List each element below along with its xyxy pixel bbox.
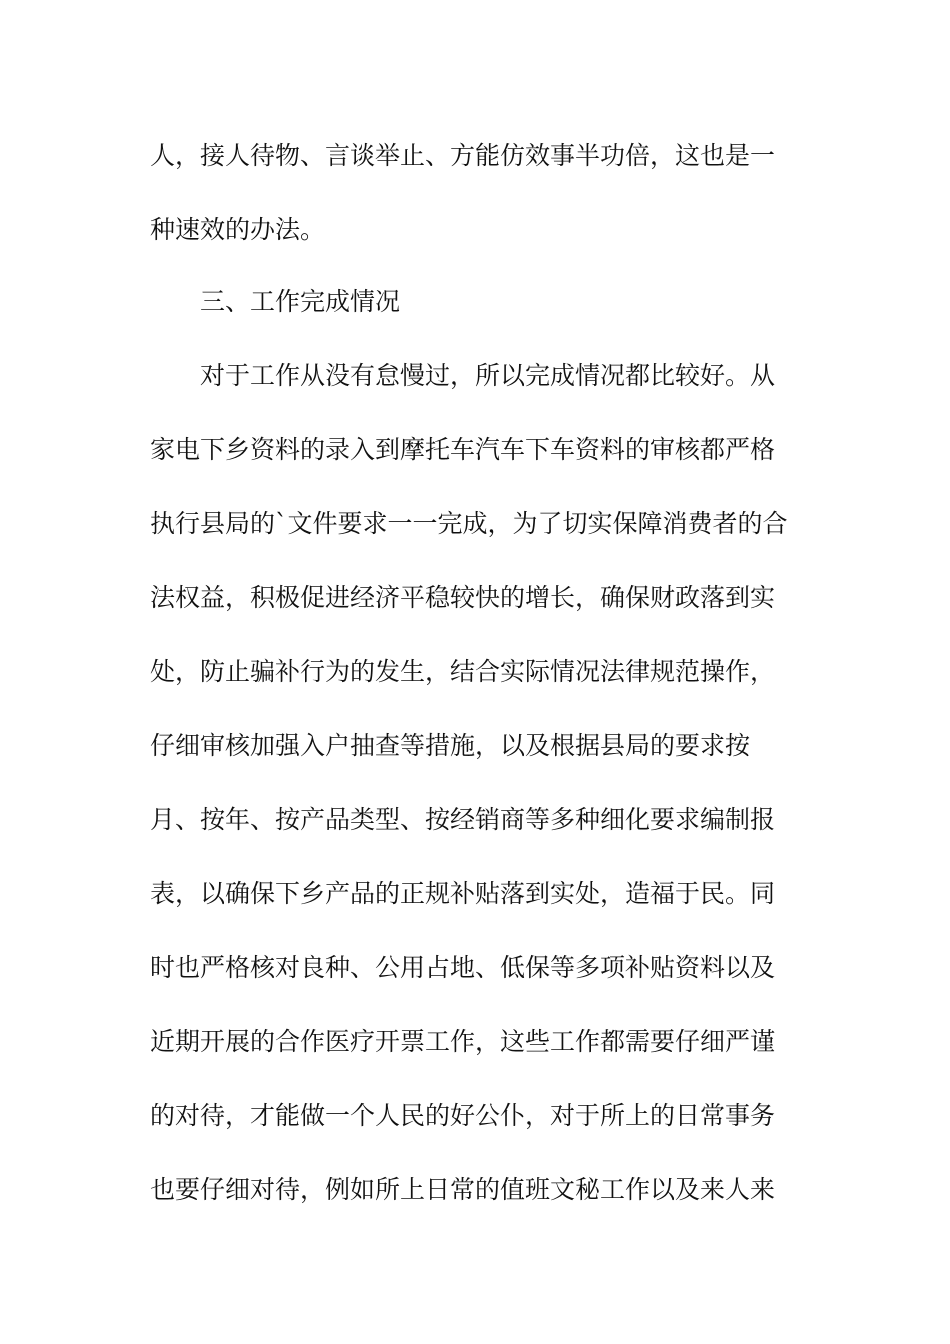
paragraph-line: 月、按年、按产品类型、按经销商等多种细化要求编制报 — [150, 805, 776, 834]
paragraph-line: 近期开展的合作医疗开票工作，这些工作都需要仔细严谨 — [150, 1027, 776, 1056]
paragraph-line: 种速效的办法。 — [150, 215, 326, 244]
paragraph-line: 法权益，积极促进经济平稳较快的增长，确保财政落到实 — [150, 583, 776, 612]
paragraph-line: 处，防止骗补行为的发生，结合实际情况法律规范操作， — [150, 657, 776, 686]
paragraph-line: 时也严格核对良种、公用占地、低保等多项补贴资料以及 — [150, 953, 776, 982]
paragraph-line: 人，接人待物、言谈举止、方能仿效事半功倍，这也是一 — [150, 141, 776, 170]
paragraph-line: 也要仔细对待，例如所上日常的值班文秘工作以及来人来 — [150, 1175, 776, 1204]
paragraph-line: 仔细审核加强入户抽查等措施，以及根据县局的要求按 — [150, 731, 751, 760]
paragraph-line: 执行县局的`文件要求一一完成，为了切实保障消费者的合 — [150, 509, 788, 538]
paragraph-line: 家电下乡资料的录入到摩托车汽车下车资料的审核都严格 — [150, 435, 776, 464]
section-heading: 三、工作完成情况 — [200, 287, 401, 316]
paragraph-line: 对于工作从没有怠慢过，所以完成情况都比较好。从 — [200, 361, 776, 390]
paragraph-line: 的对待，才能做一个人民的好公仆，对于所上的日常事务 — [150, 1101, 776, 1130]
paragraph-line: 表，以确保下乡产品的正规补贴落到实处，造福于民。同 — [150, 879, 776, 908]
